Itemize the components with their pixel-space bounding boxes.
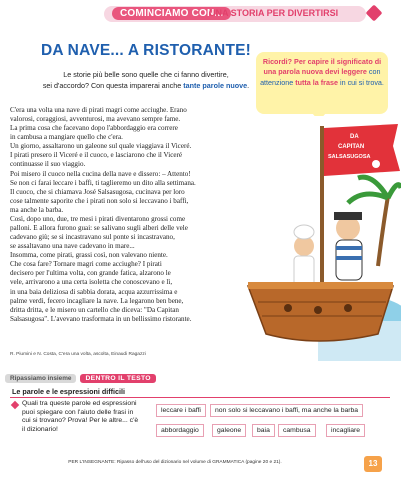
banner-right-label: UNA STORIA PER DIVERTIRSI: [209, 8, 339, 18]
flag-text-2: CAPITAN: [338, 144, 365, 150]
story-line: se assaltavano una nave cadevano in mare...: [10, 242, 135, 251]
ship-hull: [248, 286, 393, 341]
story-line: palme verdi, fecero incagliare la nave. La legarono ben bene,: [10, 296, 184, 305]
label-review: Ripassiamo insieme: [5, 374, 76, 383]
tip-text-1: Ricordi? Per capire il significato di una parola nuova devi: [262, 57, 382, 77]
story-line: Insomma, come pirati, grassi così, non valevano niente.: [10, 251, 168, 260]
exercise-title: Le parole e le espressioni difficili: [12, 387, 126, 396]
porthole: [314, 306, 322, 314]
word-chip: galeone: [212, 424, 246, 437]
story-line: cose talmente saporite che i pirati non solo si leccavano i baffi,: [10, 196, 189, 205]
story-line: decisero per l'ultima volta, con grande fatica, alzarono le: [10, 269, 171, 278]
story-line: La prima cosa che facevano dopo l'abbordaggio era correre: [10, 124, 178, 133]
chef-body: [294, 256, 314, 286]
tip-text-3: con attenzione: [260, 67, 381, 87]
diamond-bullet-icon: [11, 401, 19, 409]
tip-bubble: [256, 52, 388, 114]
story-line: Così, dopo uno, due, tre mesi i pirati diventarono grossi come: [10, 214, 186, 223]
label-inside-text: DENTRO IL TESTO: [80, 374, 155, 383]
chef-hat: [294, 225, 314, 239]
mast: [320, 126, 324, 296]
teacher-note: PER L'INSEGNANTE: Ripasso dell'uso del dizionario nel volume di GRAMMATICA (pagine 20 e 21).: [68, 460, 282, 465]
page-number: 13: [364, 456, 382, 472]
intro-highlight: tante parole nuove: [183, 80, 248, 90]
story-line: valorosi, coraggiosi, avventurosi, ma avevano sempre fame.: [10, 115, 181, 124]
ship-rail: [248, 282, 393, 289]
story-line: Che cosa fare? Tornare magri come acciughe? I pirati: [10, 260, 162, 269]
flag-text-1: DA: [350, 134, 359, 140]
tip-text: [260, 57, 384, 88]
word-chip: baia: [252, 424, 275, 437]
story-line: Poi misero il cuoco nella cucina della nave e dissero: – Attento!: [10, 169, 191, 178]
flag-text-3: SALSASUGOSA: [328, 154, 371, 160]
story-line: cadevano giù; se si incastravano sul ponte si incastravano,: [10, 233, 175, 242]
pirate-stripe: [336, 246, 362, 250]
pirate-hat: [334, 212, 362, 220]
word-chip: non solo si leccavano i baffi, ma anche la barba: [210, 404, 363, 417]
story-line: C'era una volta una nave di pirati magri come acciughe. Erano: [10, 106, 187, 114]
section-banner: [0, 6, 401, 22]
flag-shape: [324, 124, 400, 176]
story-text: [10, 106, 242, 324]
porthole: [284, 304, 292, 312]
pirate-stripe: [336, 256, 362, 260]
divider: [10, 397, 390, 398]
word-chip: leccare i baffi: [156, 404, 206, 417]
story-line: palloni. E allora furono guai: se salivano sugli alberi delle vele: [10, 224, 188, 233]
intro-line-1: Le storie più belle sono quelle che ci fanno divertire,: [63, 70, 229, 79]
exercise-label: [5, 373, 156, 383]
skull-icon: [372, 160, 380, 168]
word-chip: cambusa: [278, 424, 316, 437]
word-chip: incagliare: [326, 424, 365, 437]
pirate-ship-illustration: [228, 116, 401, 376]
story-line: ma anche la barba.: [10, 205, 64, 214]
story-line: Il cuoco, che si chiamava José Salsasugosa, cucinava per loro: [10, 187, 185, 196]
source-credit: R. Piumini e N. Costa, C'era una volta, ascolta, Einaudi Ragazzi: [10, 352, 146, 357]
page-title: DA NAVE... A RISTORANTE!: [40, 42, 252, 59]
intro-line-2a: sei d'accordo? Con questa imparerai anche: [42, 80, 184, 90]
banner-left-label: COMINCIAMO CON...: [112, 7, 231, 20]
story-line: Salsasugosa". L'avevano trasformata in un bellissimo ristorante.: [10, 314, 192, 323]
story-line: I pirati presero il Viceré e il cuoco, e lasciarono che il Viceré: [10, 151, 183, 160]
tip-text-5: in cui si trova.: [337, 77, 384, 87]
exercise-instructions: Quali tra queste parole ed espressioni puoi spiegare con l'aiuto delle frasi in cui si trovano? Prova! Per le altre... c'è il dizionario!: [22, 400, 139, 434]
tip-text-4: tutta la frase: [295, 77, 338, 87]
word-chip: abbordaggio: [156, 424, 204, 437]
story-line: Se non ci farai leccare i baffi, ti taglieremo un dito alla settimana.: [10, 178, 196, 187]
story-line: Un giorno, assaltarono un galeone sul quale viaggiava il Viceré.: [10, 142, 192, 151]
porthole: [344, 304, 352, 312]
story-line: vele, arrivarono a una certa isoletta che conoscevano e lì,: [10, 278, 173, 287]
story-line: continuasse il suo viaggio.: [10, 160, 86, 169]
diamond-icon: [366, 5, 383, 22]
intro-line-2c: .: [247, 80, 250, 90]
intro-text: [38, 70, 254, 92]
tip-text-2: leggere: [341, 67, 367, 77]
story-line: in una baia deliziosa di sabbia dorata, acqua azzurrissima e: [10, 287, 178, 296]
story-line: dritta dritta, e le misero un cartello che diceva: "Da Capitan: [10, 305, 179, 314]
story-line: in cambusa a mangiare quello che c'era.: [10, 133, 123, 142]
